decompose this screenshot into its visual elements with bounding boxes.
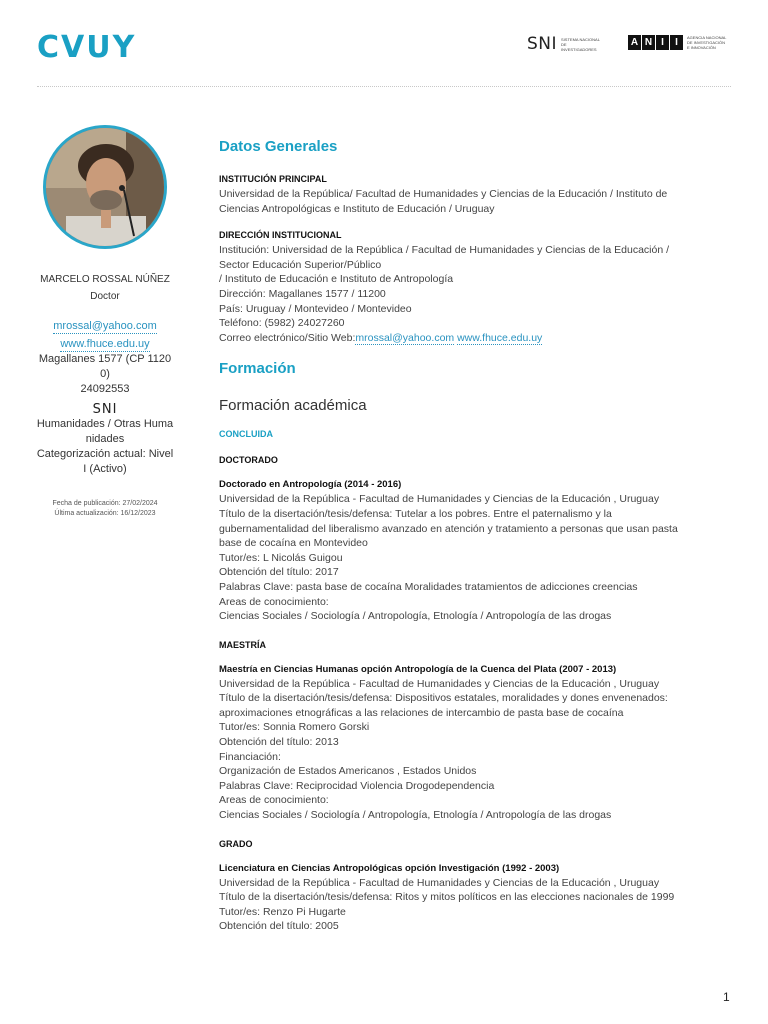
section-title-datos-generales: Datos Generales xyxy=(219,138,338,155)
institution-website-link[interactable]: www.fhuce.edu.uy xyxy=(457,331,543,344)
text-line: Universidad de la República - Facultad de Humanidades y Ciencias de la Educación , Uruguay xyxy=(219,493,660,506)
profile-sidebar xyxy=(30,125,180,519)
heading-direccion-institucional: DIRECCIÓN INSTITUCIONAL xyxy=(219,230,342,241)
degree-title-grado: Licenciatura en Ciencias Antropológicas opción Investigación (1992 - 2003) xyxy=(219,862,560,874)
degree-details-doctorado xyxy=(219,492,729,623)
contact-label: Correo electrónico/Sitio Web: xyxy=(219,331,356,344)
anii-logo[interactable] xyxy=(628,35,727,50)
profile-category-line: Categorización actual: Nivel xyxy=(36,448,174,460)
text-line: base de cocaína en Montevideo xyxy=(219,537,368,550)
text-line: Obtención del título: 2017 xyxy=(219,566,339,579)
institution-email-link[interactable]: mrossal@yahoo.com xyxy=(355,331,455,344)
profile-email-link[interactable]: mrossal@yahoo.com xyxy=(53,320,157,332)
text-line: gubernamentalidad del liberalismo avanzado en atención y tratamiento a personas que usan pasta xyxy=(219,522,678,535)
profile-sni-mark: SNI xyxy=(92,402,118,417)
text-line: Tutor/es: Renzo Pi Hugarte xyxy=(219,905,346,918)
profile-area-line: Humanidades / Otras Huma xyxy=(36,418,174,430)
cvuy-logo[interactable]: CVUY xyxy=(37,30,137,65)
section-title-formacion: Formación xyxy=(219,360,296,378)
text-line: Ciencias Antropológicas e Instituto de Educación / Uruguay xyxy=(219,202,495,215)
profile-category-line: I (Activo) xyxy=(83,463,127,475)
heading-institucion-principal: INSTITUCIÓN PRINCIPAL xyxy=(219,174,327,184)
degree-title-maestria: Maestría en Ciencias Humanas opción Antropología de la Cuenca del Plata (2007 - 2013) xyxy=(219,663,617,675)
cv-main-content xyxy=(219,138,729,934)
profile-name: MARCELO ROSSAL NÚÑEZ xyxy=(40,274,170,285)
anii-letter: I xyxy=(670,35,683,50)
profile-website-link[interactable]: www.fhuce.edu.uy xyxy=(60,338,150,350)
text-line: Tutor/es: L Nicolás Guigou xyxy=(219,551,343,564)
text-line: Areas de conocimiento: xyxy=(219,794,329,807)
heading-maestria: MAESTRÍA xyxy=(219,639,266,650)
subsection-title-formacion-academica: Formación académica xyxy=(219,397,367,415)
page-number: 1 xyxy=(723,990,730,1004)
page-header xyxy=(0,0,768,88)
sni-logo-text: SNI xyxy=(527,34,558,54)
text-line: País: Uruguay / Montevideo / Montevideo xyxy=(219,302,412,315)
text-line: Areas de conocimiento: xyxy=(219,595,329,608)
anii-letter: N xyxy=(642,35,655,50)
text-line: Financiación: xyxy=(219,750,281,763)
profile-address-line: 0) xyxy=(100,368,110,380)
profile-contact xyxy=(30,316,180,397)
text-line: Obtención del título: 2005 xyxy=(219,920,339,933)
text-line: Institución: Universidad de la República / Facultad de Humanidades y Ciencias de la Educación / xyxy=(219,244,670,257)
text-line: Título de la disertación/tesis/defensa: Dispositivos estatales, moralidades y dones envenenados: xyxy=(219,692,668,705)
anii-letters xyxy=(628,35,684,50)
text-line xyxy=(219,331,729,346)
profile-address-line: Magallanes 1577 (CP 1120 xyxy=(38,353,172,365)
anii-letter: A xyxy=(628,35,641,50)
text-line: Universidad de la República/ Facultad de Humanidades y Ciencias de la Educación / Instituto de xyxy=(219,188,668,200)
avatar-photo xyxy=(46,128,164,246)
header-divider xyxy=(37,86,731,87)
text-line: Teléfono: (5982) 24027260 xyxy=(219,317,345,330)
text-line: Universidad de la República - Facultad de Humanidades y Ciencias de la Educación , Uruguay xyxy=(219,876,660,889)
anii-letter: I xyxy=(656,35,669,50)
profile-phone: 24092553 xyxy=(80,383,130,395)
text-line: Dirección: Magallanes 1577 / 11200 xyxy=(219,287,386,300)
last-update-date: Última actualización: 16/12/2023 xyxy=(54,510,156,517)
text-line: Organización de Estados Americanos , Estados Unidos xyxy=(219,765,477,778)
heading-doctorado: DOCTORADO xyxy=(219,455,278,466)
profile-area-line: nidades xyxy=(85,433,125,445)
text-line: Ciencias Sociales / Sociología / Antropología, Etnología / Antropología de las drogas xyxy=(219,809,612,822)
text-line: Sector Educación Superior/Público xyxy=(219,258,382,271)
status-concluida: CONCLUIDA xyxy=(219,429,273,440)
text-line: Obtención del título: 2013 xyxy=(219,736,339,749)
text-line: aproximaciones etnográficas a las relaciones de intercambio de pasta base de cocaína xyxy=(219,706,624,719)
sni-logo-caption: SISTEMA NACIONAL DE INVESTIGADORES xyxy=(561,36,600,52)
text-line: Título de la disertación/tesis/defensa: Tutelar a los pobres. Entre el paternalismo y la xyxy=(219,507,612,520)
text-line: Universidad de la República - Facultad de Humanidades y Ciencias de la Educación , Uruguay xyxy=(219,677,660,690)
text-line: Título de la disertación/tesis/defensa: Ritos y mitos políticos en las elecciones nacionales de 1999 xyxy=(219,891,675,904)
heading-grado: GRADO xyxy=(219,838,253,849)
profile-degree: Doctor xyxy=(90,291,120,302)
degree-details-maestria xyxy=(219,677,729,823)
text-line: Tutor/es: Sonnia Romero Gorski xyxy=(219,721,370,734)
text-line: Palabras Clave: pasta base de cocaína Moralidades tratamientos de adicciones creencias xyxy=(219,580,638,593)
anii-logo-caption: AGENCIA NACIONAL DE INVESTIGACIÓN E INNOVACIÓN xyxy=(687,35,727,50)
sni-logo[interactable] xyxy=(527,34,601,54)
text-line: / Instituto de Educación e Instituto de Antropología xyxy=(219,273,454,286)
publication-date: Fecha de publicación: 27/02/2024 xyxy=(52,500,158,507)
text-line: Palabras Clave: Reciprocidad Violencia Drogodependencia xyxy=(219,779,495,792)
degree-details-grado xyxy=(219,876,729,934)
text-line: Ciencias Sociales / Sociología / Antropología, Etnología / Antropología de las drogas xyxy=(219,610,612,623)
degree-title-doctorado: Doctorado en Antropología (2014 - 2016) xyxy=(219,479,402,491)
avatar xyxy=(43,125,167,249)
